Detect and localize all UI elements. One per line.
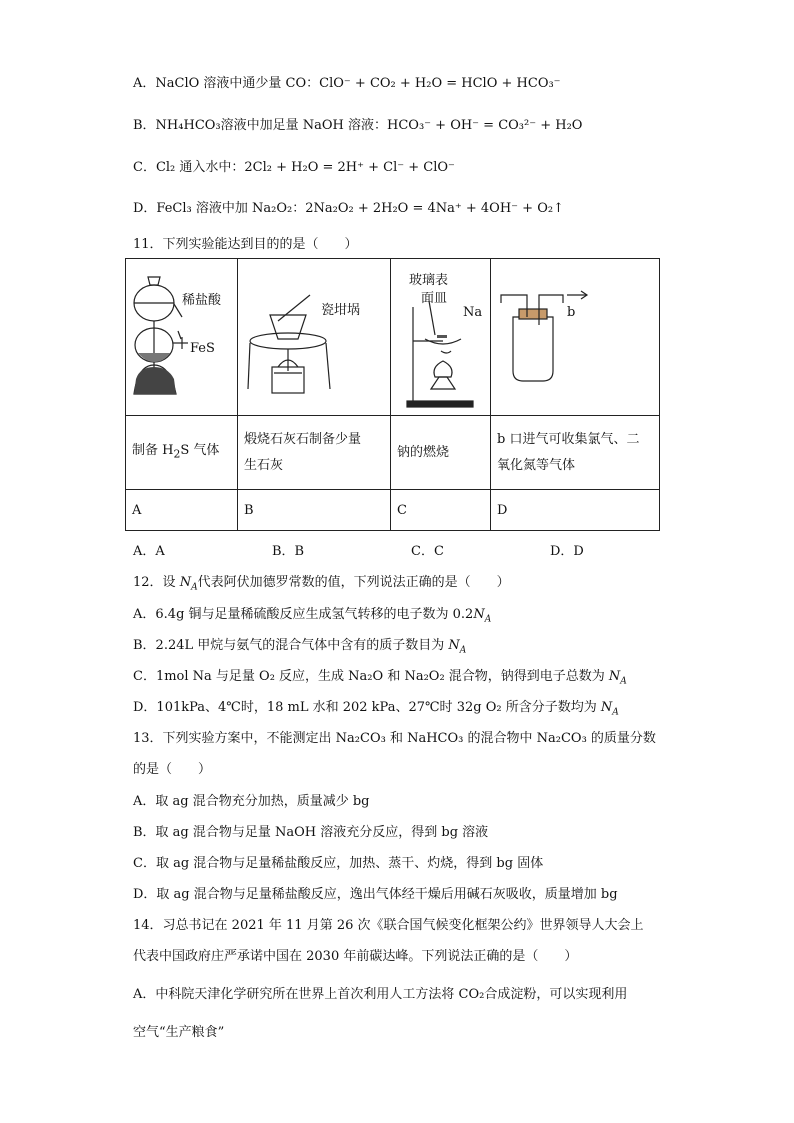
q14-stem-line-2: 代表中国政府庄严承诺中国在 2030 年前碳达峰。下列说法正确的是（ ） [133,949,578,964]
q11-choice-c[interactable]: C．C [411,544,444,559]
label-porcelain-crucible: 瓷坩埚 [321,303,361,318]
figure-c-sodium-combustion [391,259,491,416]
q12-option-b[interactable]: B．2.24L 甲烷与氨气的混合气体中含有的质子数目为 $N_A$ [133,638,467,656]
letter-b: B [238,490,391,531]
description-row [126,416,660,490]
q13-option-c[interactable]: C．取 ag 混合物与足量稀盐酸反应，加热、蒸干、灼烧，得到 bg 固体 [133,856,544,871]
desc-a: 制备 $H_2S$ 气体 [126,416,238,490]
q12-option-d[interactable]: D．101kPa、4℃时，18 mL 水和 202 kPa、27℃时 32g O₂ 所含分子数均为 $N_A$ [133,700,619,718]
q10-option-a: A．NaClO 溶液中通少量 CO：ClO⁻ + CO₂ + H₂O = HClO + HCO₃⁻ [133,76,561,91]
q12-option-c[interactable]: C．1mol Na 与足量 O₂ 反应，生成 Na₂O 和 Na₂O₂ 混合物，钠得到电子总数为 $N_A$ [133,669,627,687]
figure-a-kipp-apparatus [126,259,238,416]
label-watch-glass-1: 玻璃表 [409,273,449,288]
label-watch-glass-2: 面皿 [421,291,448,306]
q11-choice-b[interactable]: B．B [272,544,305,559]
q11-choice-a[interactable]: A．A [133,544,165,559]
label-sodium: Na [463,305,483,320]
desc-b: 煅烧石灰石制备少量 生石灰 [238,416,391,490]
q13-option-d[interactable]: D．取 ag 混合物与足量稀盐酸反应，逸出气体经干燥后用碱石灰吸收，质量增加 bg [133,887,618,902]
letter-c: C [391,490,491,531]
figure-b-crucible-heating [238,259,391,416]
q12-option-a[interactable]: A．6.4g 铜与足量稀硫酸反应生成氢气转移的电子数为 $0.2N_A$ [133,607,492,625]
q10-option-d: D．FeCl₃ 溶液中加 Na₂O₂：2Na₂O₂ + 2H₂O = 4Na⁺ + 4OH⁻ + O₂↑ [133,201,564,216]
q11-experiment-table [125,258,660,531]
label-inlet-b: b [567,305,576,320]
q14-stem-line-1: 14．习总书记在 2021 年 11 月第 26 次《联合国气候变化框架公约》世界领导人大会上 [133,918,644,933]
label-dilute-hcl: 稀盐酸 [182,293,222,308]
q13-stem-line-1: 13．下列实验方案中，不能测定出 Na₂CO₃ 和 NaHCO₃ 的混合物中 Na₂CO₃ 的质量分数 [133,731,656,746]
gas-bottle-drawing [491,259,660,415]
letter-row [126,490,660,531]
letter-d: D [491,490,660,531]
figure-d-gas-collection [491,259,660,416]
figure-row [126,259,660,416]
desc-c: 钠的燃烧 [391,416,491,490]
q13-option-b[interactable]: B．取 ag 混合物与足量 NaOH 溶液充分反应，得到 bg 溶液 [133,825,489,840]
q11-choices [133,540,693,559]
q11-choice-d[interactable]: D．D [550,544,584,559]
label-fes: FeS [190,341,215,356]
q14-option-a-line-2: 空气“生产粮食” [133,1025,225,1040]
q13-stem-line-2: 的是（ ） [133,762,212,777]
q10-option-c: C．Cl₂ 通入水中：2Cl₂ + H₂O = 2H⁺ + Cl⁻ + ClO⁻ [133,160,455,175]
crucible-drawing [238,259,391,415]
letter-a: A [126,490,238,531]
q13-option-a[interactable]: A．取 ag 混合物充分加热，质量减少 bg [133,794,370,809]
desc-d: b 口进气可收集氯气、二 氧化氮等气体 [491,416,660,490]
q11-stem: 11．下列实验能达到目的的是（ ） [133,237,358,252]
q12-stem: 12．设 $N_A$代表阿伏加德罗常数的值，下列说法正确的是（ ） [133,575,510,593]
q10-option-b: B．NH₄HCO₃溶液中加足量 NaOH 溶液：HCO₃⁻ + OH⁻ = CO₃²⁻ + H₂O [133,118,583,133]
kipp-apparatus-drawing [126,259,238,415]
q14-option-a-line-1[interactable]: A．中科院天津化学研究所在世界上首次利用人工方法将 CO₂合成淀粉，可以实现利用 [133,987,628,1002]
